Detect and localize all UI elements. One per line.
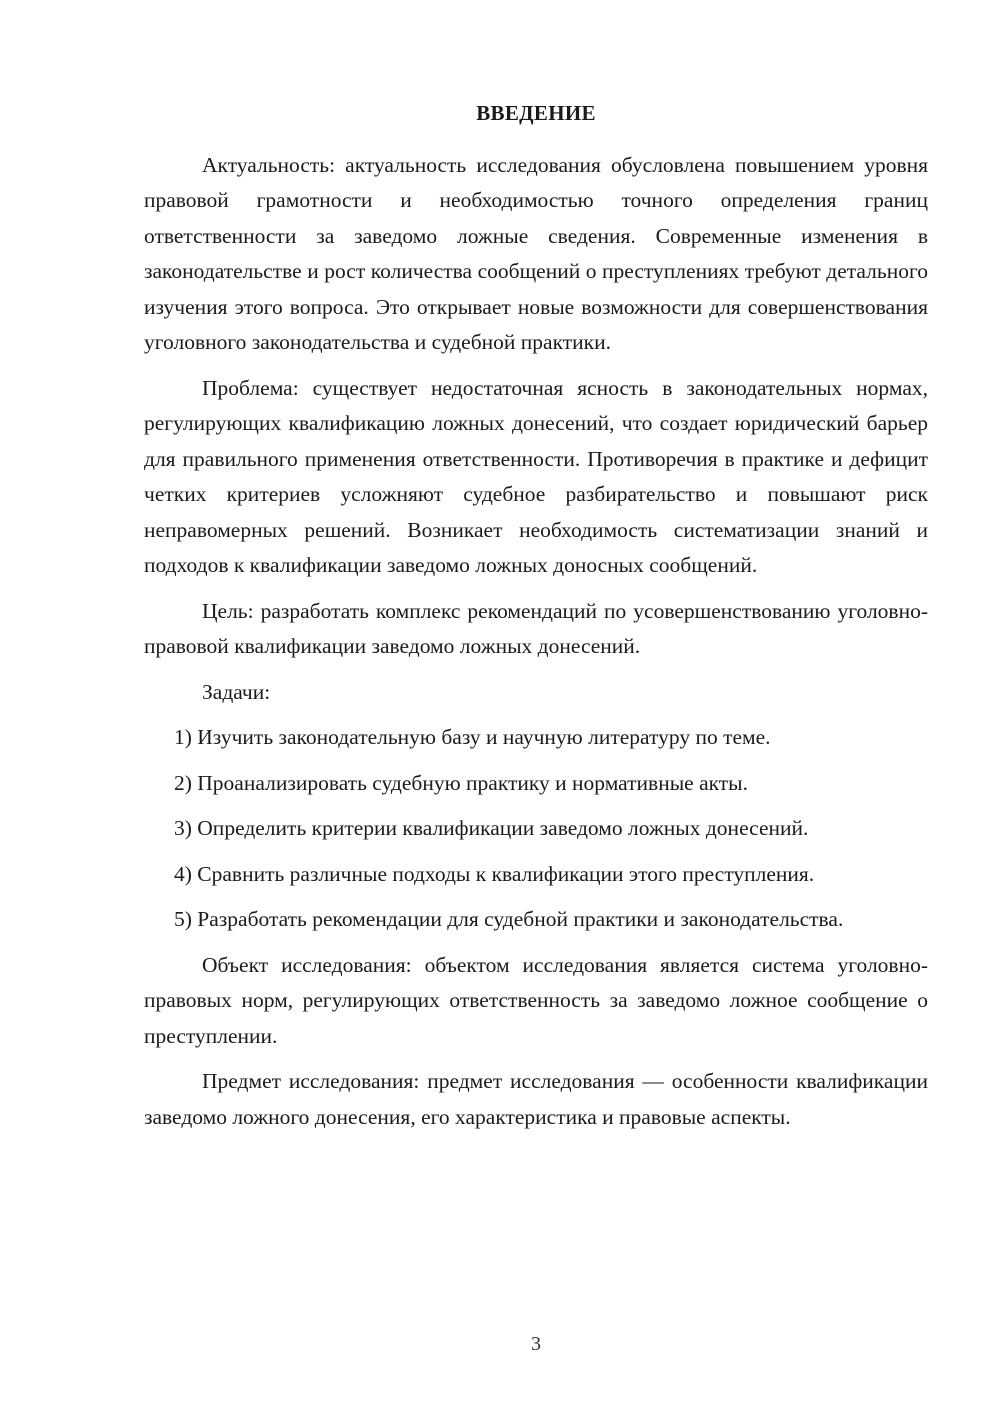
page-number: 3: [531, 1333, 541, 1355]
task-item: 1) Изучить законодательную базу и научную литературу по теме.: [174, 725, 771, 749]
paragraph-object: Объект исследования: объектом исследования является система уголовно-правовых норм, регулирующих ответственность за заведомо ложное сообщение о преступлении.: [144, 952, 928, 1048]
task-item: 4) Сравнить различные подходы к квалификации этого преступления.: [174, 861, 815, 886]
paragraph-problem: Проблема: существует недостаточная ясность в законодательных нормах, регулирующих квалификацию ложных донесений, что создает юридический барьер для правильного применения ответственности. Противоречия в практике и дефицит четких критериев усложняют судебное разбирательство и повышают риск неправомерных решений. Возникает необходимость систематизации знаний и подходов к квалификации заведомо ложных доносных сообщений.: [144, 375, 928, 577]
paragraph-relevance: Актуальность: актуальность исследования обусловлена повышением уровня правовой грамотности и необходимостью точного определения границ ответственности за заведомо ложные сведения. Современные изменения в законодательстве и рост количества сообщений о преступлениях требуют детального изучения этого вопроса. Это открывает новые возможности для совершенствования уголовного законодательства и судебной практики.: [144, 152, 928, 354]
task-item: 5) Разработать рекомендации для судебной практики и законодательства.: [174, 907, 844, 931]
page-content: [144, 96, 928, 1145]
paragraph-goal: Цель: разработать комплекс рекомендаций по усовершенствованию уголовно-правовой квалификации заведомо ложных донесений.: [144, 598, 928, 658]
tasks-list: [144, 720, 928, 938]
task-item: 3) Определить критерии квалификации заведомо ложных донесений.: [174, 816, 809, 840]
task-item: 2) Проанализировать судебную практику и нормативные акты.: [174, 770, 749, 795]
tasks-heading: Задачи:: [202, 679, 271, 704]
section-title: ВВЕДЕНИЕ: [476, 101, 596, 125]
paragraph-subject: Предмет исследования: предмет исследования — особенности квалификации заведомо ложного донесения, его характеристика и правовые аспекты.: [144, 1069, 928, 1129]
